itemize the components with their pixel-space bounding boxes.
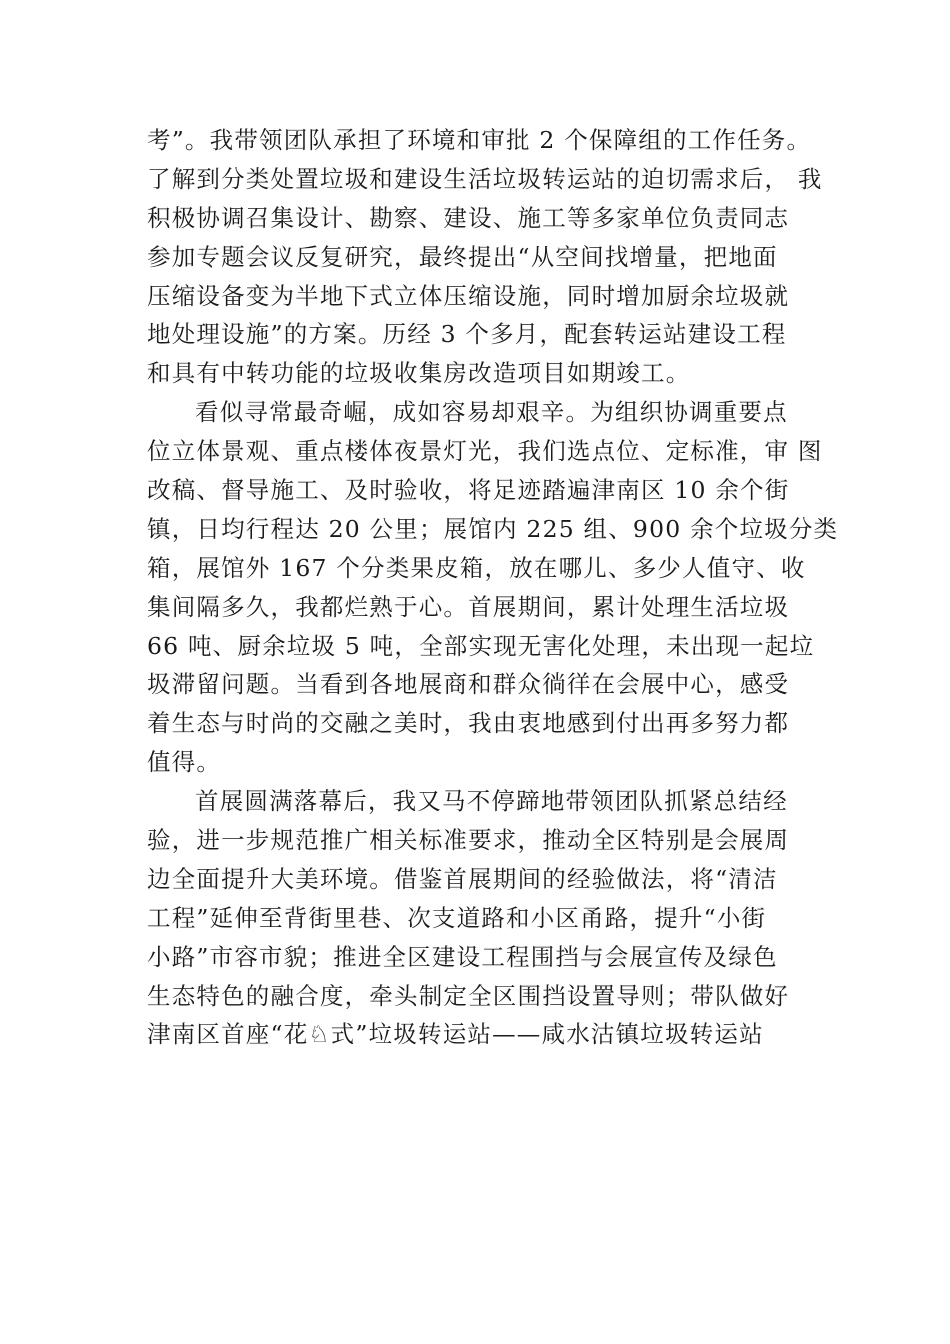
text-line: 了解到分类处置垃圾和建设生活垃圾转运站的迫切需求后， 我 xyxy=(147,164,823,193)
text-line: 验，进一步规范推广相关标准要求，推动全区特别是会展周 xyxy=(147,826,790,855)
text-line: 小路”市容市貌；推进全区建设工程围挡与会展宣传及绿色 xyxy=(147,942,778,971)
text-line: 箱，展馆外 167 个分类果皮箱，放在哪儿、多少人值守、收 xyxy=(147,553,806,582)
text-line: 边全面提升大美环境。借鉴首展期间的经验做法，将“清洁 xyxy=(147,864,778,893)
text-line: 66 吨、厨余垃圾 5 吨，全部实现无害化处理，未出现一起垃 xyxy=(147,631,815,660)
text-line: 参加专题会议反复研究，最终提出“从空间找增量，把地面 xyxy=(147,242,778,271)
text-line: 位立体景观、重点楼体夜景灯光，我们选点位、定标准，审 图 xyxy=(147,437,823,466)
text-line: 生态特色的融合度，牵头制定全区围挡设置导则；带队做好 xyxy=(147,981,790,1010)
text-line: 积极协调召集设计、勘察、建设、施工等多家单位负责同志 xyxy=(147,203,790,232)
text-line: 值得。 xyxy=(147,748,222,777)
text-line: 考”。我带领团队承担了环境和审批 2 个保障组的工作任务。 xyxy=(147,126,812,154)
text-line: 改稿、督导施工、及时验收，将足迹踏遍津南区 10 余个街 xyxy=(147,476,790,505)
text-line: 看似寻常最奇崛，成如容易却艰辛。为组织协调重要点 xyxy=(195,398,788,427)
text-line: 津南区首座“花♘式”垃圾转运站——咸水沽镇垃圾转运站 xyxy=(147,1020,764,1049)
text-line: 镇，日均行程达 20 公里；展馆内 225 组、900 余个垃圾分类 xyxy=(147,514,839,543)
body-text xyxy=(147,121,839,1054)
text-line: 圾滞留问题。当看到各地展商和群众徜徉在会展中心，感受 xyxy=(147,670,790,699)
text-line: 地处理设施”的方案。历经 3 个多月，配套转运站建设工程 xyxy=(147,320,787,349)
text-line: 着生态与时尚的交融之美时，我由衷地感到付出再多努力都 xyxy=(147,709,790,738)
text-line: 压缩设备变为半地下式立体压缩设施，同时增加厨余垃圾就 xyxy=(147,281,790,310)
text-line: 首展圆满落幕后，我又马不停蹄地带领团队抓紧总结经 xyxy=(195,787,788,816)
text-line: 和具有中转功能的垃圾收集房改造项目如期竣工。 xyxy=(147,359,691,388)
text-line: 集间隔多久，我都烂熟于心。首展期间，累计处理生活垃圾 xyxy=(147,592,790,621)
text-line: 工程”延伸至背街里巷、次支道路和小区甬路，提升“小街 xyxy=(147,903,767,932)
